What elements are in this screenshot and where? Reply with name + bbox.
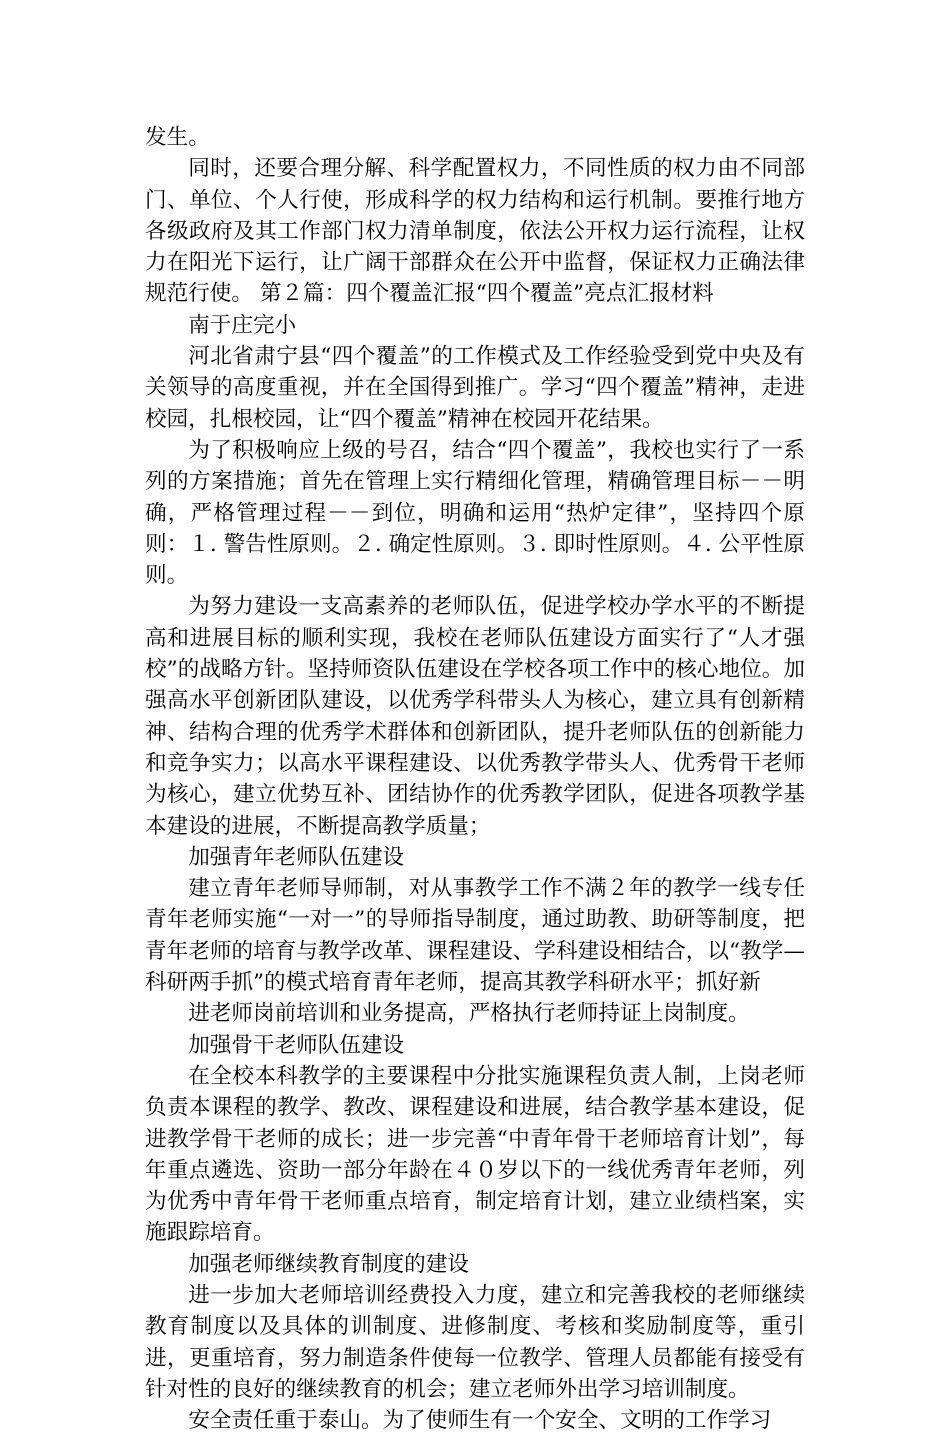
paragraph: 安全责任重于泰山。为了使师生有一个安全、文明的工作学习 [188,1408,772,1434]
school-name-line: 南于庄完小 [188,312,297,338]
paragraph: 为了积极响应上级的号召，结合“四个覆盖”，我校也实行了一系列的方案措施；首先在管理上实行精细化管理，精确管理目标－－明确，严格管理过程－－到位，明确和运用“热炉定律”，坚持四个原则：１. 警告性原则。２. 确定性原则。３. 即时性原则。４. 公平性原则。 [145,437,805,589]
paragraph-continuation: 发生。 [145,125,210,150]
paragraph: 同时，还要合理分解、科学配置权力，不同性质的权力由不同部门、单位、个人行使，形成科学的权力结构和运行机制。要推行地方各级政府及其工作部门权力清单制度，依法公开权力运行流程，让权力在阳光下运行，让广阔干部群众在公开中监督，保证权力正确法律规范行使。 第２篇：四个覆盖汇报“四个覆盖”亮点汇报材料 [145,156,805,307]
document-page [145,122,805,1436]
paragraph: 进一步加大老师培训经费投入力度，建立和完善我校的老师继续教育制度以及具体的训制度、进修制度、考核和奖励制度等，重引进，更重培育，努力制造条件使每一位教学、管理人员都能有接受有针对性的良好的继续教育的机会；建立老师外出学习培训制度。 [145,1282,805,1402]
section-heading: 加强老师继续教育制度的建设 [188,1251,469,1277]
paragraph: 在全校本科教学的主要课程中分批实施课程负责人制，上岗老师负责本课程的教学、教改、课程建设和进展，结合教学基本建设，促进教学骨干老师的成长；进一步完善“中青年骨干老师培育计划”，每年重点遴选、资助一部分年龄在４０岁以下的一线优秀青年老师，列为优秀中青年骨干老师重点培育，制定培育计划，建立业绩档案，实施跟踪培育。 [145,1063,805,1246]
paragraph: 进老师岗前培训和业务提高，严格执行老师持证上岗制度。 [188,1001,750,1027]
paragraph: 为努力建设一支高素养的老师队伍，促进学校办学水平的不断提高和进展目标的顺利实现，我校在老师队伍建设方面实行了“人才强校”的战略方针。坚持师资队伍建设在学校各项工作中的核心地位。加强高水平创新团队建设，以优秀学科带头人为核心，建立具有创新精神、结构合理的优秀学术群体和创新团队，提升老师队伍的创新能力和竞争实力；以高水平课程建设、以优秀教学带头人、优秀骨干老师为核心，建立优势互补、团结协作的优秀教学团队，促进各项教学基本建设的进展，不断提高教学质量； [145,594,805,839]
section-heading: 加强青年老师队伍建设 [188,844,405,870]
section-heading: 加强骨干老师队伍建设 [188,1032,405,1058]
paragraph: 建立青年老师导师制，对从事教学工作不满２年的教学一线专任青年老师实施“一对一”的导师指导制度，通过助教、助研等制度，把青年老师的培育与教学改革、课程建设、学科建设相结合，以“教学—科研两手抓”的模式培育青年老师，提高其教学科研水平；抓好新 [145,876,805,996]
paragraph: 河北省肃宁县“四个覆盖”的工作模式及工作经验受到党中央及有关领导的高度重视，并在全国得到推广。学习“四个覆盖”精神，走进校园，扎根校园，让“四个覆盖”精神在校园开花结果。 [145,344,805,432]
